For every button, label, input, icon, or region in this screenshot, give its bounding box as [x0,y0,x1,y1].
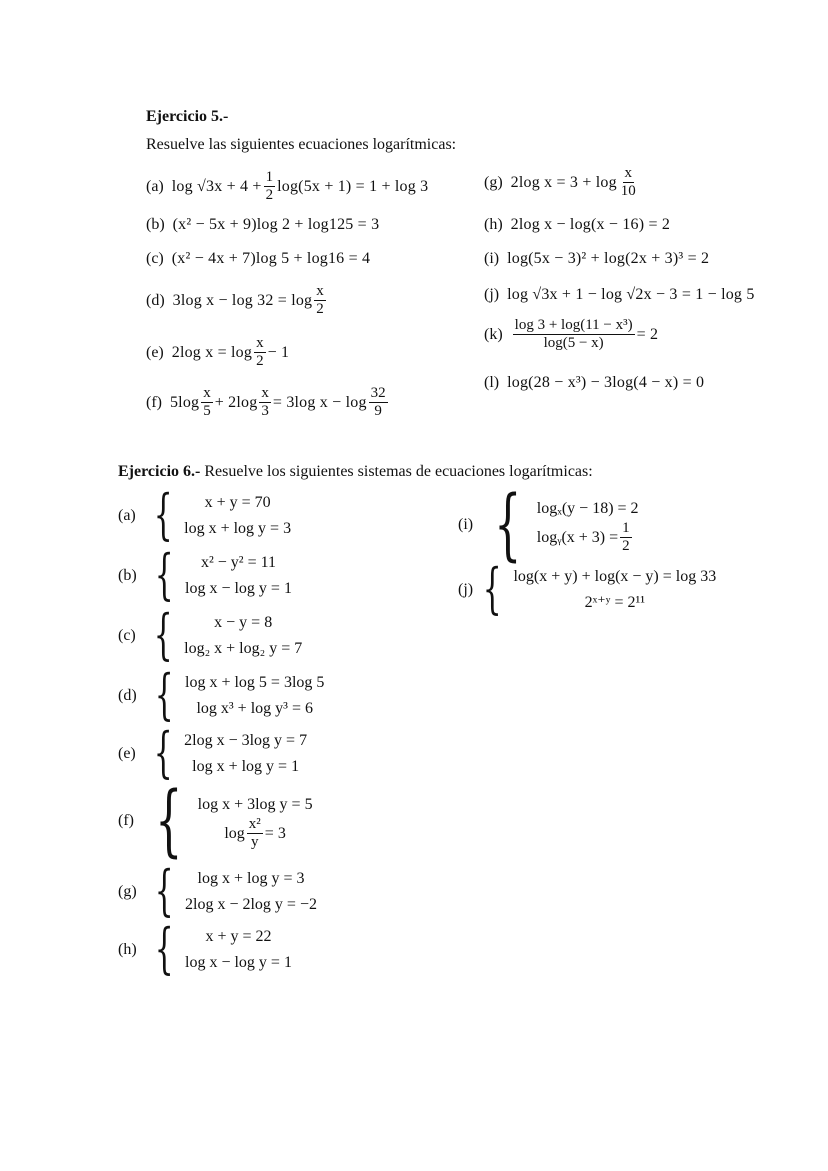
ex6-title: Ejercicio 6.- [118,463,201,480]
ex6-system-g: (g) { log x + log y = 3 2log x − 2log y = −2 [118,859,317,923]
ex5-item-j: (j) log √3x + 1 − log √2x − 3 = 1 − log 5 [484,286,755,303]
ex5-title: Ejercicio 5.- [146,108,229,125]
ex5-item-a: (a) log √3x + 4 + $\frac{1}{2}$ log(5x + 1) = 1 + log 3 [146,169,429,203]
ex6-system-j: (j) { log(x + y) + log(x − y) = log 33 2ˣ⁺ʸ = 2¹¹ [458,557,717,621]
ex5-item-h: (h) 2log x − log(x − 16) = 2 [484,216,671,233]
ex5-item-e: (e) 2log x = log $\frac{x}{2}$ − 1 [146,335,290,369]
ex6-system-d: (d) { log x + log 5 = 3log 5 log x³ + log y³ = 6 [118,663,325,727]
ex6-system-i: (i) { logₓ(y − 18) = 2 logᵧ(x + 3) = $\frac{1}{2}$ [458,480,639,570]
ex6-system-c: (c) { x − y = 8 log₂ x + log₂ y = 7 [118,603,303,667]
ex5-item-c: (c) (x² − 4x + 7)log 5 + log16 = 4 [146,250,371,267]
ex6-intro: Resuelve los siguientes sistemas de ecuaciones logarítmicas: [204,463,593,480]
ex5-item-i: (i) log(5x − 3)² + log(2x + 3)³ = 2 [484,250,710,267]
ex5-item-f: (f) 5log $\frac{x}{5}$ + 2log $\frac{x}{3}$ = 3log x − log $\frac{32}{9}$ [146,385,386,419]
ex6-system-b: (b) { x² − y² = 11 log x − log y = 1 [118,543,292,607]
ex5-item-l: (l) log(28 − x³) − 3log(4 − x) = 0 [484,374,705,391]
ex6-system-h: (h) { x + y = 22 log x − log y = 1 [118,917,292,981]
ex5-item-b: (b) (x² − 5x + 9)log 2 + log125 = 3 [146,216,380,233]
ex5-intro: Resuelve las siguientes ecuaciones logarítmicas: [146,136,457,153]
ex6-heading [118,463,593,481]
ex5-item-d: (d) 3log x − log 32 = log $\frac{x}{2}$ [146,283,324,317]
ex6-system-f: (f) { log x + 3log y = 5 log $\frac{\text{x²}}{y}$ = 3 [118,776,313,866]
ex6-system-e: (e) { 2log x − 3log y = 7 log x + log y = 1 [118,721,308,785]
ex5-item-k: (k) $\frac{\text{log 3 + log(11 − x³)}}{\log(5 - x)}$ = 2 [484,317,659,351]
ex5-item-g: (g) 2log x = 3 + log $\frac{x}{10}$ [484,165,636,199]
ex6-system-a: (a) { x + y = 70 log x + log y = 3 [118,483,292,547]
